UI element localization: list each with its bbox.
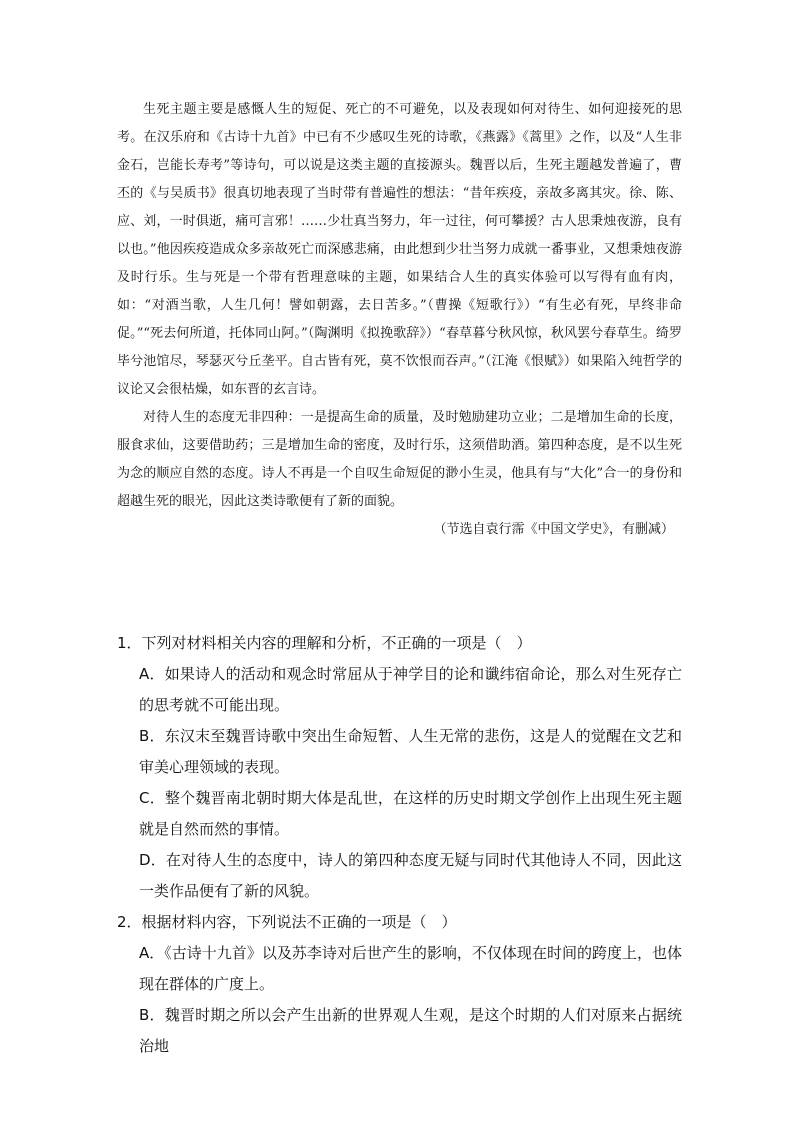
passage-paragraph-1: 生死主题主要是感慨人生的短促、死亡的不可避免，以及表现如何对待生、如何迎接死的思考。在汉乐府和《古诗十九首》中已有不少感叹生死的诗歌，《燕露》《蒿里》之作，以及“人生非金石，岂能长寿考”等诗句，可以说是这类主题的直接源头。魏晋以后，生死主题越发普遍了，曹丕的《与吴质书》很真切地表现了当时带有普遍性的想法：“昔年疾疫，亲故多离其灾。徐、陈、应、刘，一时俱逝，痛可言邪！……少壮真当努力，年一过往，何可攀援？古人思秉烛夜游，良有以也。”他因疾疫造成众多亲故死亡而深感悲痛，由此想到少壮当努力成就一番事业，又想秉烛夜游及时行乐。生与死是一个带有哲理意味的主题，如果结合人生的真实体验可以写得有血有肉，如：“对酒当歌，人生几何！譬如朝露，去日苦多。”（曹操《短歌行》）“有生必有死，早终非命促。”“死去何所道，托体同山阿。”（陶渊明《拟挽歌辞》）“春草暮兮秋风惊，秋风罢兮春草生。绮罗毕兮池馆尽，琴瑟灭兮丘垄平。自古皆有死，莫不饮恨而吞声。”（江淹《恨赋》）如果陷入纯哲学的议论又会很枯燥，如东晋的玄言诗。 <box>117 102 682 397</box>
question-1-option-a: A．如果诗人的活动和观念时常屈从于神学目的论和谶纬宿命论，那么对生死存亡的思考就不可能出现。 <box>139 665 682 714</box>
question-1-stem: 1．下列对材料相关内容的理解和分析，不正确的一项是（ ） <box>117 634 532 652</box>
question-1-option-d: D．在对待人生的态度中，诗人的第四种态度无疑与同时代其他诗人不同，因此这一类作品便有了新的风貌。 <box>139 851 682 900</box>
passage-source: （节选自袁行霈《中国文学史》，有删减） <box>433 522 674 537</box>
question-2-option-b: B．魏晋时期之所以会产生出新的世界观人生观，是这个时期的人们对原来占据统治地 <box>139 1006 682 1055</box>
reading-passage <box>117 96 682 544</box>
question-list <box>117 628 682 1062</box>
question-2 <box>117 907 682 1062</box>
question-2-stem: 2．根据材料内容，下列说法不正确的一项是（ ） <box>117 913 457 931</box>
question-1-option-c: C．整个魏晋南北朝时期大体是乱世，在这样的历史时期文学创作上出现生死主题就是自然而然的事情。 <box>139 789 682 838</box>
question-1 <box>117 628 682 907</box>
passage-paragraph-2: 对待人生的态度无非四种：一是提高生命的质量，及时勉励建功立业；二是增加生命的长度，服食求仙，这要借助药；三是增加生命的密度，及时行乐，这须借助酒。第四种态度，是不以生死为念的顺应自然的态度。诗人不再是一个自叹生命短促的渺小生灵，他具有与“大化”合一的身份和超越生死的眼光，因此这类诗歌便有了新的面貌。 <box>117 410 682 509</box>
question-2-option-a: A．《古诗十九首》以及苏李诗对后世产生的影响，不仅体现在时间的跨度上，也体现在群体的广度上。 <box>139 944 682 993</box>
question-1-option-b: B．东汉末至魏晋诗歌中突出生命短暂、人生无常的悲伤，这是人的觉醒在文艺和审美心理领域的表现。 <box>139 727 682 776</box>
